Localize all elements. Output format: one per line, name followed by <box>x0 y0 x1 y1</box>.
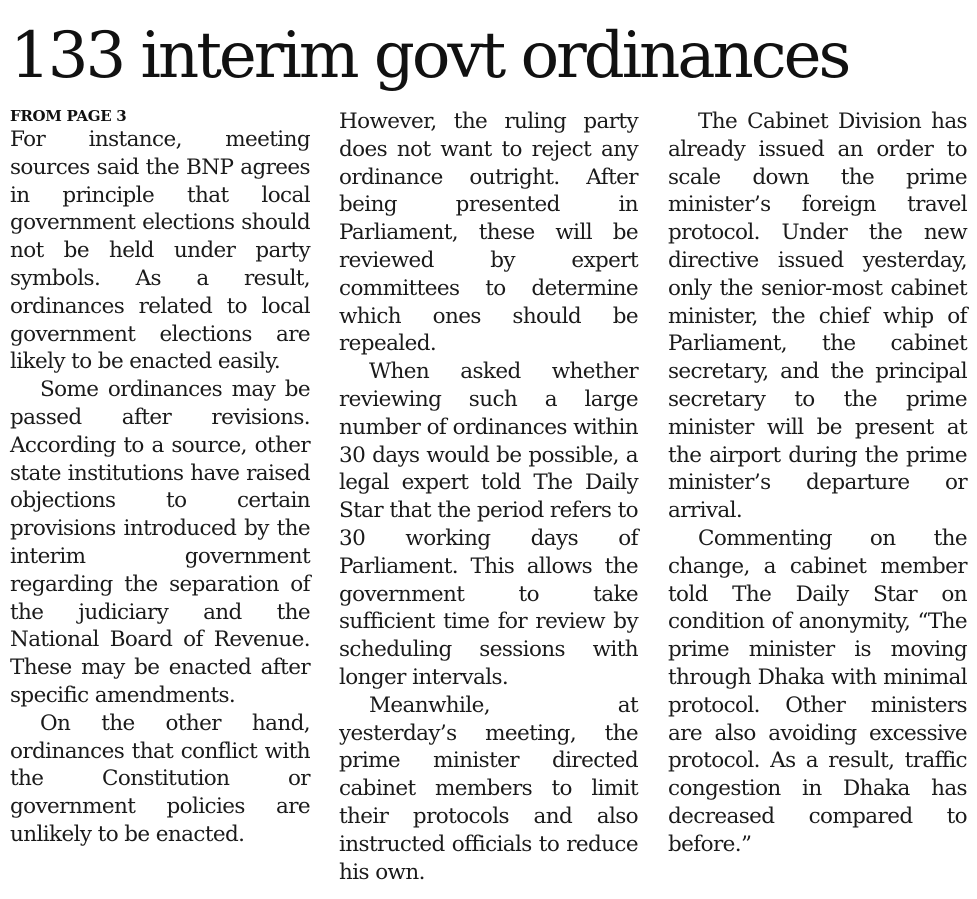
body-paragraph: Meanwhile, at yesterday’s meeting, the prime minister directed cabinet members to limit their protocols and also instructed officials to reduce his own. <box>339 692 638 885</box>
body-paragraph: For instance, meeting sources said the BNP agrees in principle that local government elections should not be held under party symbols. As a result, ordinances related to local government elections are likely to be enacted easily. <box>10 127 310 375</box>
body-paragraph: Some ordinances may be passed after revisions. According to a source, other state institutions have raised objections to certain provisions introduced by the interim government regarding the separation of the judiciary and the National Board of Revenue. These may be enacted after specific amendments. <box>10 377 310 708</box>
body-paragraph: However, the ruling party does not want to reject any ordinance outright. After being presented in Parliament, these will be reviewed by expert committees to determine which ones should be repealed. <box>339 109 638 357</box>
article-column-2 <box>339 108 638 886</box>
body-paragraph: The Cabinet Division has already issued an order to scale down the prime minister’s foreign travel protocol. Under the new directive issued yesterday, only the senior-most cabinet minister, the chief whip of Parliament, the cabinet secretary, and the principal secretary to the prime minister will be present at the airport during the prime minister’s departure or arrival. <box>668 109 967 524</box>
continuation-kicker: FROM PAGE 3 <box>10 107 127 125</box>
article-column-3 <box>668 108 967 859</box>
body-paragraph: On the other hand, ordinances that conflict with the Constitution or government policies are unlikely to be enacted. <box>10 710 310 847</box>
body-paragraph: When asked whether reviewing such a large number of ordinances within 30 days would be possible, a legal expert told The Daily Star that the period refers to 30 working days of Parliament. This allows the government to take sufficient time for review by scheduling sessions with longer intervals. <box>339 359 638 690</box>
body-paragraph: Commenting on the change, a cabinet member told The Daily Star on condition of anonymity, “The prime minister is moving through Dhaka with minimal protocol. Other ministers are also avoiding excessive protocol. As a result, traffic congestion in Dhaka has decreased compared to before.” <box>668 525 967 857</box>
article-column-1 <box>10 106 310 849</box>
article-headline: 133 interim govt ordinances <box>10 19 849 93</box>
